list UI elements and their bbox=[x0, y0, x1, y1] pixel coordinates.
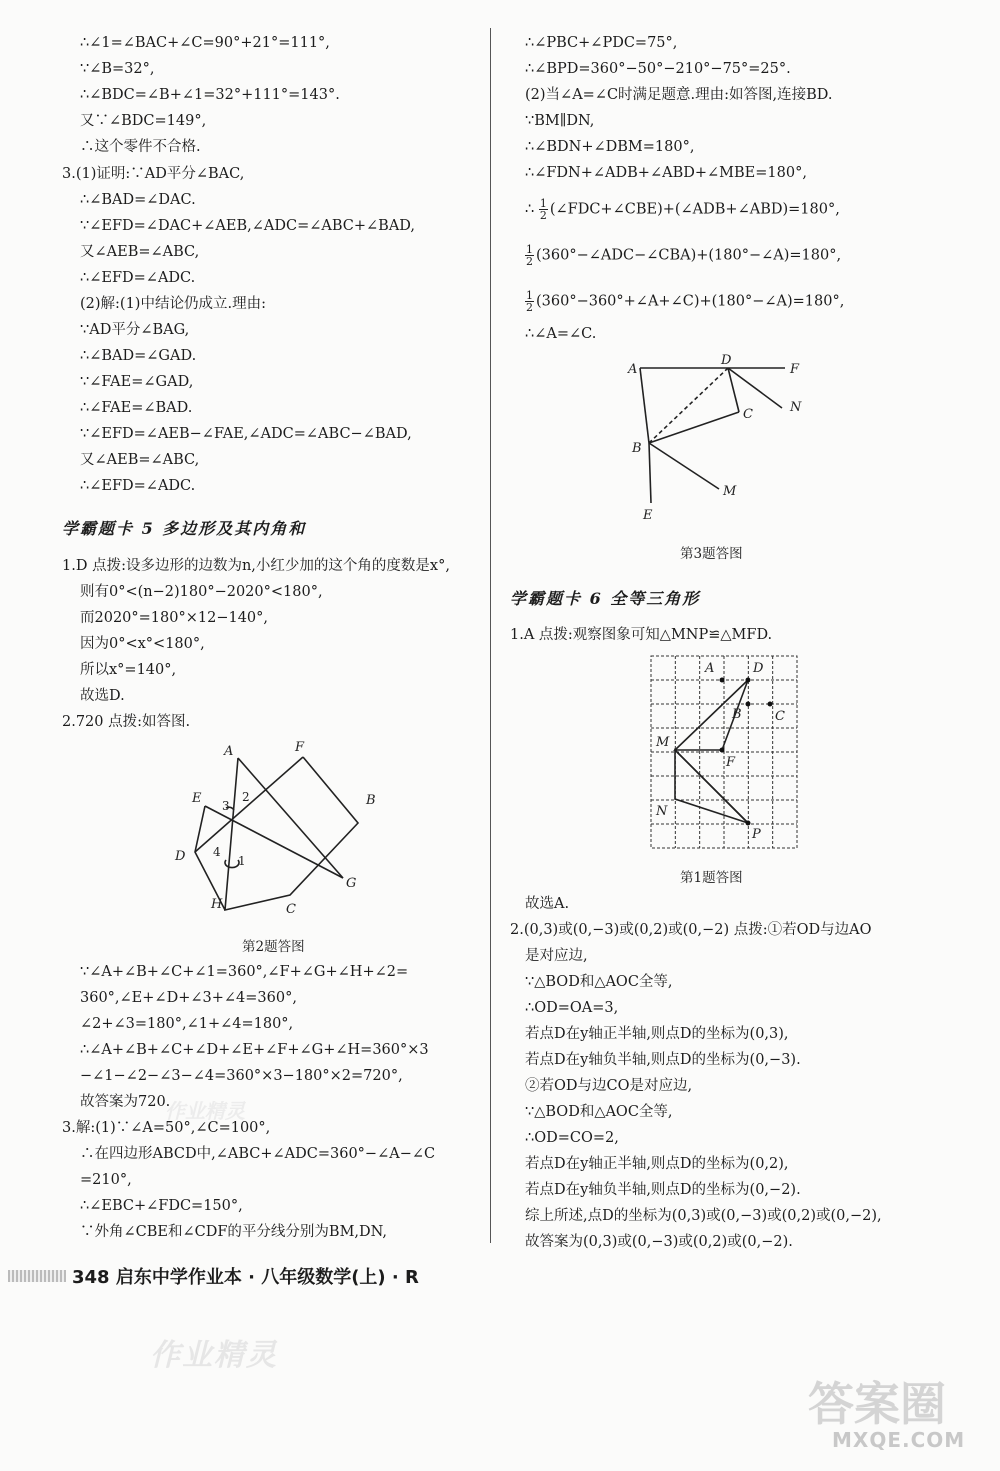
text-line: ∴∠BAD=∠GAD. bbox=[80, 348, 197, 364]
text-line: ∵∠FAE=∠GAD, bbox=[80, 374, 194, 390]
fig3-label-B: B bbox=[632, 441, 642, 456]
text-line: ∴OD=OA=3, bbox=[525, 1000, 619, 1016]
figure-3-diagram bbox=[615, 348, 815, 528]
fig3-label-F: F bbox=[790, 362, 800, 377]
text-line: ∵△BOD和△AOC全等, bbox=[525, 974, 673, 990]
fig2-label-C: C bbox=[286, 902, 296, 917]
fig3-label-A: A bbox=[628, 362, 638, 377]
text-line: ∵∠B=32°, bbox=[80, 61, 155, 77]
text-line: ∴∠EFD=∠ADC. bbox=[80, 270, 196, 286]
text-line: ∵△BOD和△AOC全等, bbox=[525, 1104, 673, 1120]
section-title: 学霸题卡 6 全等三角形 bbox=[510, 589, 701, 608]
text-line: ∠2+∠3=180°,∠1+∠4=180°, bbox=[80, 1016, 294, 1032]
text-line: 又∠AEB=∠ABC, bbox=[80, 452, 200, 468]
text-line: 故答案为720. bbox=[80, 1094, 171, 1110]
fig3-label-E: E bbox=[643, 508, 653, 523]
text-line: ∴在四边形ABCD中,∠ABC+∠ADC=360°−∠A−∠C bbox=[80, 1146, 436, 1162]
fig2-label-A: A bbox=[224, 744, 234, 759]
text-line: ∵外角∠CBE和∠CDF的平分线分别为BM,DN, bbox=[80, 1224, 388, 1240]
column-divider bbox=[490, 28, 491, 1243]
text-line: 则有0°<(n−2)180°−2020°<180°, bbox=[80, 584, 323, 600]
text-line: ∴∠FDN+∠ADB+∠ABD+∠MBE=180°, bbox=[525, 165, 807, 181]
fig2-angle-1: 1 bbox=[238, 854, 246, 868]
text-line: 又∵∠BDC=149°, bbox=[80, 113, 207, 129]
text-line: 若点D在y轴负半轴,则点D的坐标为(0,−3). bbox=[525, 1052, 801, 1068]
fig3-label-N: N bbox=[790, 400, 802, 415]
text-line: =210°, bbox=[80, 1172, 132, 1188]
fig1-label-P: P bbox=[752, 827, 761, 842]
text-line: 故答案为(0,3)或(0,−3)或(0,2)或(0,−2). bbox=[525, 1234, 793, 1250]
watermark: 作业精灵 bbox=[165, 1099, 245, 1123]
fig1-label-M: M bbox=[656, 735, 670, 750]
text-line: 而2020°=180°×12−140°, bbox=[80, 610, 269, 626]
text-line: ∵∠EFD=∠DAC+∠AEB,∠ADC=∠ABC+∠BAD, bbox=[80, 218, 416, 234]
text-line: ∴这个零件不合格. bbox=[80, 139, 201, 155]
footer-stripe bbox=[8, 1270, 66, 1282]
text-line: 因为0°<x°<180°, bbox=[80, 636, 205, 652]
fig1-label-F: F bbox=[726, 755, 736, 770]
section-title: 学霸题卡 5 多边形及其内角和 bbox=[62, 519, 307, 538]
text-line: ∵∠EFD=∠AEB−∠FAE,∠ADC=∠ABC−∠BAD, bbox=[80, 426, 412, 442]
text-line: 是对应边, bbox=[525, 948, 588, 964]
fig2-label-G: G bbox=[346, 876, 357, 891]
text-line: 故选D. bbox=[80, 688, 125, 704]
text-line: ∴∠PBC+∠PDC=75°, bbox=[525, 35, 678, 51]
text-line: (2)解:(1)中结论仍成立.理由: bbox=[80, 296, 266, 312]
text-line: ∵∠A+∠B+∠C+∠1=360°,∠F+∠G+∠H+∠2= bbox=[80, 964, 409, 980]
fig2-label-F: F bbox=[295, 740, 305, 755]
text-line: 又∠AEB=∠ABC, bbox=[80, 244, 200, 260]
text-line: ∴∠FAE=∠BAD. bbox=[80, 400, 193, 416]
text-line: 若点D在y轴负半轴,则点D的坐标为(0,−2). bbox=[525, 1182, 801, 1198]
fig2-angle-2: 2 bbox=[242, 790, 250, 804]
text-line: ∵AD平分∠BAG, bbox=[80, 322, 190, 338]
watermark: 作业精灵 bbox=[150, 1338, 278, 1373]
fraction-line: ∴ $\frac{1}{2}$ (∠FDC+∠CBE)+(∠ADB+∠ABD)=180°, bbox=[525, 197, 840, 222]
text-line: ∴∠A+∠B+∠C+∠D+∠E+∠F+∠G+∠H=360°×3 bbox=[80, 1042, 429, 1058]
text-line: 360°,∠E+∠D+∠3+∠4=360°, bbox=[80, 990, 297, 1006]
text-line: 1.D 点拨:设多边形的边数为n,小红少加的这个角的度数是x°, bbox=[62, 558, 450, 574]
text-line: 若点D在y轴正半轴,则点D的坐标为(0,3), bbox=[525, 1026, 789, 1042]
text-line: ∴∠EBC+∠FDC=150°, bbox=[80, 1198, 243, 1214]
fig3-label-D: D bbox=[721, 353, 732, 368]
fig2-label-D: D bbox=[175, 849, 186, 864]
text-line: ∴∠BAD=∠DAC. bbox=[80, 192, 196, 208]
fig2-angle-3: 3 bbox=[222, 799, 230, 813]
figure-caption: 第2题答图 bbox=[242, 939, 305, 955]
fig2-label-B: B bbox=[366, 793, 376, 808]
text-line: (2)当∠A=∠C时满足题意.理由:如答图,连接BD. bbox=[525, 87, 833, 103]
text-line: 综上所述,点D的坐标为(0,3)或(0,−3)或(0,2)或(0,−2), bbox=[525, 1208, 882, 1224]
fraction-line: $\frac{1}{2}$ (360°−∠ADC−∠CBA)+(180°−∠A)=180°, bbox=[526, 243, 842, 268]
text-line: ∴∠EFD=∠ADC. bbox=[80, 478, 196, 494]
fig1-label-D: D bbox=[753, 661, 764, 676]
text-line: 所以x°=140°, bbox=[80, 662, 177, 678]
figure-caption: 第3题答图 bbox=[680, 546, 743, 562]
text-line: 2.(0,3)或(0,−3)或(0,2)或(0,−2) 点拨:①若OD与边AO bbox=[510, 922, 872, 938]
figure-caption: 第1题答图 bbox=[680, 870, 743, 886]
text-line: −∠1−∠2−∠3−∠4=360°×3−180°×2=720°, bbox=[80, 1068, 403, 1084]
fraction-line: $\frac{1}{2}$ (360°−360°+∠A+∠C)+(180°−∠A)=180°, bbox=[526, 289, 845, 314]
text-line: ∵BM∥DN, bbox=[525, 113, 595, 129]
fig2-label-E: E bbox=[192, 791, 202, 806]
text-line: ∴∠BPD=360°−50°−210°−75°=25°. bbox=[525, 61, 791, 77]
text-line: ∴∠A=∠C. bbox=[525, 326, 597, 342]
fig3-label-M: M bbox=[723, 484, 737, 499]
fig1-label-N: N bbox=[656, 804, 668, 819]
text-line: ∴∠BDN+∠DBM=180°, bbox=[525, 139, 695, 155]
fig3-label-C: C bbox=[743, 407, 753, 422]
page-footer bbox=[8, 1263, 478, 1289]
fig2-label-H: H bbox=[211, 897, 223, 912]
text-line: ∴OD=CO=2, bbox=[525, 1130, 619, 1146]
watermark-url: MXQE.COM bbox=[832, 1428, 966, 1452]
text-line: ②若OD与边CO是对应边, bbox=[525, 1078, 693, 1094]
fig1-label-A: A bbox=[705, 661, 715, 676]
watermark-logo: 答案圈 bbox=[808, 1377, 946, 1431]
text-line: 3.(1)证明:∵AD平分∠BAC, bbox=[62, 166, 245, 182]
fig2-angle-4: 4 bbox=[213, 845, 221, 859]
fig1-label-B: B bbox=[732, 707, 742, 722]
figure-1-grid-diagram bbox=[645, 652, 805, 854]
text-line: ∴∠1=∠BAC+∠C=90°+21°=111°, bbox=[80, 35, 330, 51]
text-line: 故选A. bbox=[525, 896, 570, 912]
text-line: 3.解:(1)∵∠A=50°,∠C=100°, bbox=[62, 1120, 271, 1136]
text-line: 1.A 点拨:观察图象可知△MNP≌△MFD. bbox=[510, 627, 773, 643]
fig1-label-C: C bbox=[775, 709, 785, 724]
footer-text: 348 启东中学作业本 · 八年级数学(上) · R bbox=[72, 1267, 419, 1288]
text-line: ∴∠BDC=∠B+∠1=32°+111°=143°. bbox=[80, 87, 340, 103]
figure-2-diagram bbox=[160, 735, 400, 925]
text-line: 2.720 点拨:如答图. bbox=[62, 714, 191, 730]
text-line: 若点D在y轴正半轴,则点D的坐标为(0,2), bbox=[525, 1156, 789, 1172]
